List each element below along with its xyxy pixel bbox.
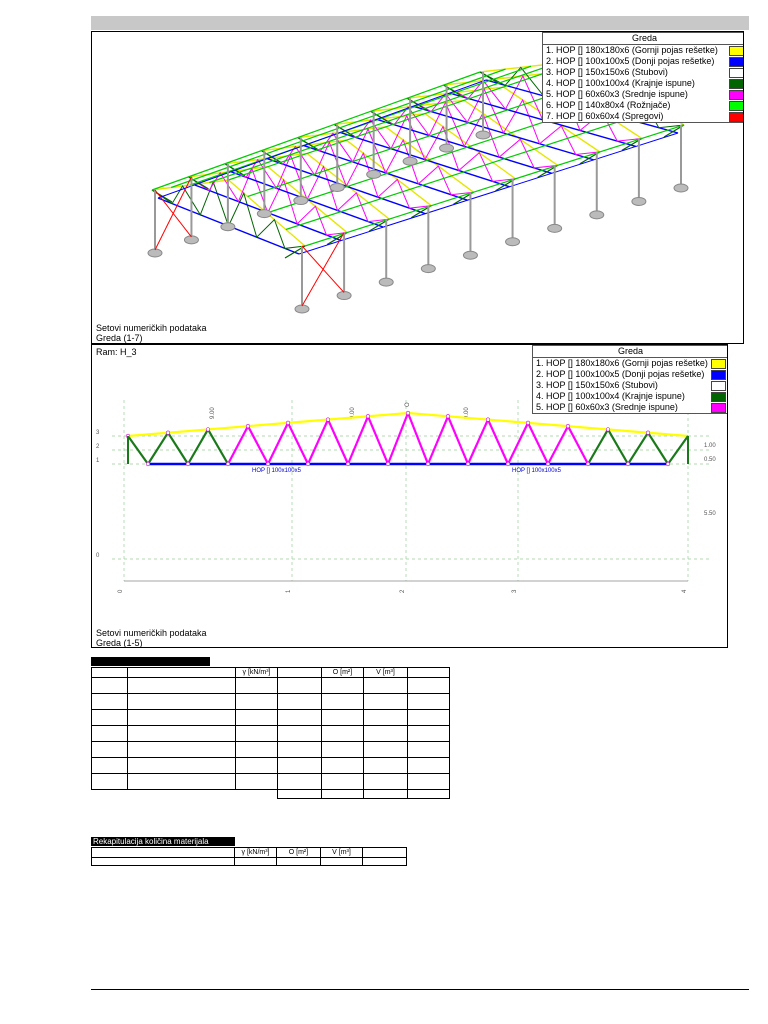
legend-item-label: 1. HOP [] 180x180x6 (Gornji pojas rešetke) — [546, 45, 718, 55]
web-member — [448, 416, 468, 464]
legend-item — [533, 358, 728, 369]
web-member — [148, 433, 168, 464]
header-cell: γ [kN/m³] — [235, 848, 277, 858]
column-base — [221, 223, 235, 231]
legend-swatch — [729, 57, 744, 67]
web-member — [508, 423, 528, 464]
legend-swatch — [711, 370, 726, 380]
web-member — [208, 429, 228, 464]
table-row — [92, 710, 450, 726]
table-header-row — [92, 848, 407, 858]
column-base — [367, 170, 381, 178]
legend-swatch — [729, 112, 744, 122]
column-base — [463, 251, 477, 259]
legend-item-label: 4. HOP [] 100x100x4 (Krajnje ispune) — [546, 78, 695, 88]
web-member — [548, 426, 568, 464]
caption-datasets-2d — [96, 628, 207, 648]
node — [566, 424, 570, 428]
node — [226, 462, 230, 466]
legend-2d — [532, 345, 728, 414]
legend-title: Greda — [533, 346, 728, 358]
legend-item-label: 7. HOP [] 60x60x4 (Spregovi) — [546, 111, 664, 121]
node — [666, 462, 670, 466]
column-base — [337, 292, 351, 300]
table-row — [92, 774, 450, 790]
node — [166, 431, 170, 435]
node — [386, 462, 390, 466]
legend-item-label: 5. HOP [] 60x60x3 (Srednje ispune) — [546, 89, 688, 99]
legend-item-label: 6. HOP [] 140x80x4 (Rožnjače) — [546, 100, 671, 110]
legend-item — [533, 369, 728, 380]
web-member — [328, 420, 348, 464]
legend-item — [533, 380, 728, 391]
axis-label: 2 — [400, 589, 406, 593]
column-base — [403, 157, 417, 165]
node — [466, 462, 470, 466]
material-table — [91, 667, 450, 799]
axis-label: 3 — [512, 589, 518, 593]
node — [146, 462, 150, 466]
legend-item-label: 5. HOP [] 60x60x3 (Srednje ispune) — [536, 402, 678, 412]
node — [486, 418, 490, 422]
legend-item — [543, 56, 744, 67]
legend-swatch — [711, 359, 726, 369]
legend-swatch — [729, 46, 744, 56]
column-base — [440, 144, 454, 152]
web-member — [648, 433, 668, 464]
table-row — [92, 742, 450, 758]
header-cell: γ [kN/m³] — [236, 668, 278, 678]
column-base — [590, 211, 604, 219]
web-member — [608, 429, 628, 464]
web-member — [388, 413, 408, 464]
column-base — [257, 210, 271, 218]
node — [286, 421, 290, 425]
material-summary-table — [91, 847, 407, 866]
legend-item-label: 2. HOP [] 100x100x5 (Donji pojas rešetke) — [546, 56, 715, 66]
frame-label: Ram: H_3 — [96, 347, 137, 357]
node — [546, 462, 550, 466]
column-base — [674, 184, 688, 192]
web-member — [288, 423, 308, 464]
node — [206, 428, 210, 432]
dimension-label: 9.00 — [464, 407, 470, 419]
legend-title: Greda — [543, 33, 744, 45]
web-member — [468, 420, 488, 464]
header-cell — [363, 848, 407, 858]
node — [266, 462, 270, 466]
web-member — [428, 416, 448, 464]
column-base — [294, 197, 308, 205]
column-base — [421, 265, 435, 273]
table1-title — [91, 657, 210, 666]
web-member — [348, 416, 368, 464]
legend-item — [543, 45, 744, 56]
legend-item-label: 1. HOP [] 180x180x6 (Gornji pojas rešetke) — [536, 358, 708, 368]
axis-label: 1 — [286, 589, 292, 593]
level-label: 0 — [96, 553, 100, 559]
node — [426, 462, 430, 466]
node — [186, 462, 190, 466]
axis-label: 4 — [682, 589, 688, 593]
table-row — [92, 694, 450, 710]
node — [586, 462, 590, 466]
node — [306, 462, 310, 466]
header-cell: V [m³] — [364, 668, 408, 678]
model-3d-view — [91, 31, 744, 344]
legend-item-label: 4. HOP [] 100x100x4 (Krajnje ispune) — [536, 391, 685, 401]
footer-rule — [91, 989, 749, 990]
legend-item — [543, 78, 744, 89]
node — [526, 421, 530, 425]
node — [646, 431, 650, 435]
legend-swatch — [711, 403, 726, 413]
legend-item-label: 2. HOP [] 100x100x5 (Donji pojas rešetke) — [536, 369, 705, 379]
header-cell — [92, 668, 128, 678]
web-member — [488, 420, 508, 464]
top-chord — [334, 114, 515, 179]
node — [606, 428, 610, 432]
axis-label: 0 — [118, 589, 124, 593]
web-member — [408, 413, 428, 464]
web-member — [588, 429, 608, 464]
column-base — [148, 249, 162, 257]
legend-3d — [542, 32, 744, 123]
caption-line-2: Greda (1-7) — [96, 333, 143, 343]
web-member — [308, 420, 328, 464]
caption-datasets-3d — [96, 323, 207, 343]
web-member — [248, 426, 268, 464]
page-header-bar — [91, 16, 749, 30]
table-row — [92, 726, 450, 742]
web-member — [188, 429, 208, 464]
frame-2d-view — [91, 344, 728, 648]
table-row — [92, 678, 450, 694]
column-base — [506, 238, 520, 246]
legend-swatch — [729, 79, 744, 89]
legend-item — [543, 100, 744, 111]
legend-item-label: 3. HOP [] 150x150x6 (Stubovi) — [536, 380, 658, 390]
legend-item — [543, 89, 744, 100]
header-cell: V [m³] — [321, 848, 363, 858]
web-member — [228, 426, 248, 464]
node — [326, 418, 330, 422]
legend-swatch — [729, 101, 744, 111]
node — [366, 414, 370, 418]
legend-item-label: 3. HOP [] 150x150x6 (Stubovi) — [546, 67, 668, 77]
node — [346, 462, 350, 466]
caption-line-1: Setovi numeričkih podataka — [96, 323, 207, 333]
web-member — [628, 433, 648, 464]
web-member — [568, 426, 588, 464]
header-cell — [408, 668, 450, 678]
header-cell — [92, 848, 235, 858]
dimension-label: 0.50 — [704, 457, 716, 463]
column-base — [476, 131, 490, 139]
caption-line-2: Greda (1-5) — [96, 638, 143, 648]
member-label: HOP [] 100x100x5 — [252, 468, 301, 474]
web-member — [168, 433, 188, 464]
column-base — [632, 197, 646, 205]
column-base — [330, 183, 344, 191]
column-base — [379, 278, 393, 286]
caption-line-1: Setovi numeričkih podataka — [96, 628, 207, 638]
header-cell — [278, 668, 322, 678]
legend-swatch — [711, 381, 726, 391]
dimension-label: 1.00 — [704, 443, 716, 449]
legend-swatch — [729, 90, 744, 100]
top-chord — [261, 140, 431, 206]
header-cell — [128, 668, 236, 678]
web-member — [268, 423, 288, 464]
table-header-row — [92, 668, 450, 678]
table2-title: Rekapitulacija količina materijala — [91, 837, 235, 846]
table-row — [92, 858, 407, 866]
top-chord — [188, 167, 347, 233]
legend-swatch — [711, 392, 726, 402]
legend-item — [543, 67, 744, 78]
header-cell: O [m²] — [322, 668, 364, 678]
level-label: 2 — [96, 444, 100, 450]
column-base — [184, 236, 198, 244]
level-label: 1 — [96, 458, 100, 464]
column-base — [548, 224, 562, 232]
header-cell: O [m²] — [277, 848, 321, 858]
column-base — [295, 305, 309, 313]
level-label: 3 — [96, 430, 100, 436]
node — [506, 462, 510, 466]
node — [246, 424, 250, 428]
table-row — [92, 758, 450, 774]
dimension-label: 5.50 — [704, 511, 716, 517]
purlin — [209, 63, 556, 182]
web-member — [528, 423, 548, 464]
member-label: HOP [] 100x100x5 — [512, 468, 561, 474]
node — [626, 462, 630, 466]
node — [446, 414, 450, 418]
legend-item — [533, 391, 728, 402]
dimension-label: 9.00 — [350, 407, 356, 419]
table-total-row — [92, 790, 450, 799]
legend-swatch — [729, 68, 744, 78]
node — [406, 411, 410, 415]
legend-item — [533, 402, 728, 413]
top-node-label: O — [405, 402, 411, 407]
web-member — [368, 416, 388, 464]
legend-item — [543, 111, 744, 122]
dimension-label: 9.00 — [210, 407, 216, 419]
